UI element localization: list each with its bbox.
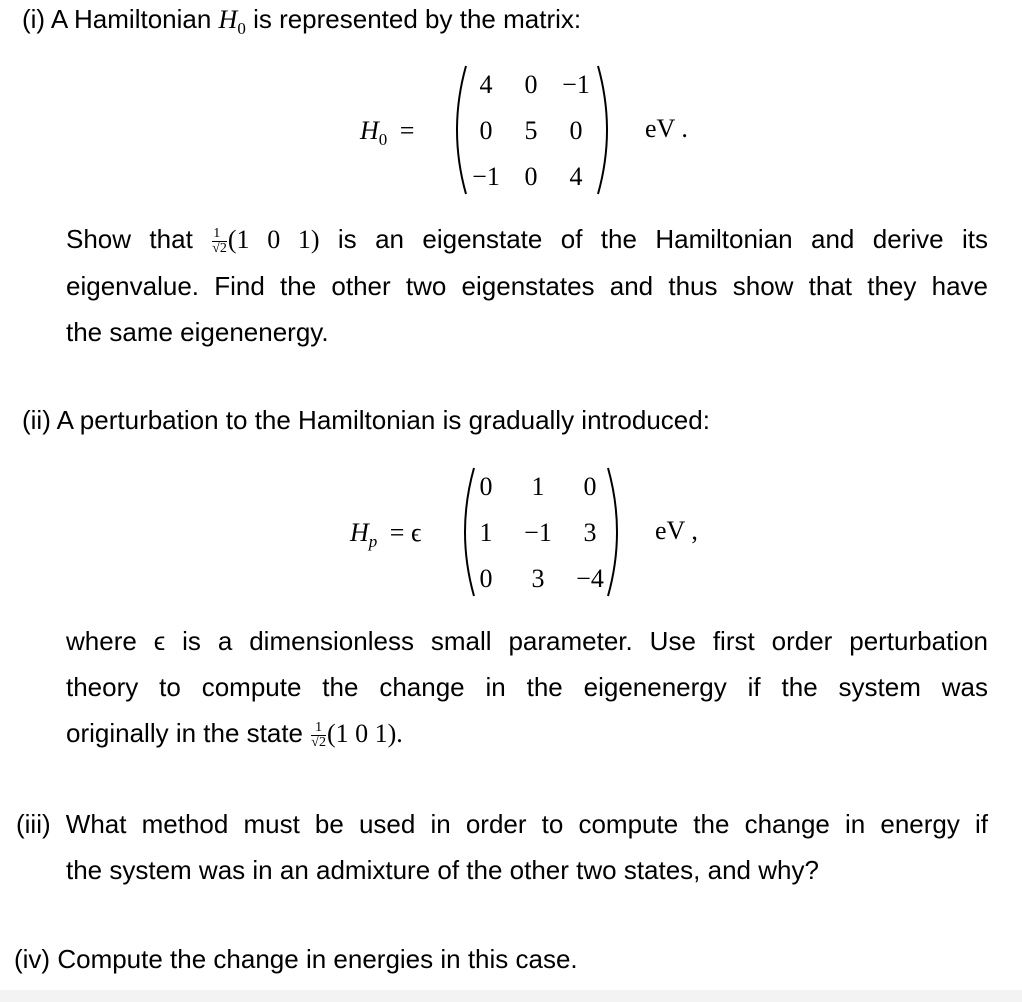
- bottom-strip: [0, 990, 1022, 1002]
- matrix-cell: 0: [583, 472, 597, 501]
- part-iii-line-1: (iii) What method must be used in order to compute the change in energy if: [16, 809, 988, 839]
- matrix-cell: 0: [524, 162, 538, 191]
- part-ii-line-1: where ϵ is a dimensionless small parameter. Use first order perturbation: [66, 626, 988, 656]
- matrix-cell: 1: [479, 518, 493, 547]
- part-i-intro-tail: is represented by the matrix:: [253, 4, 582, 34]
- part-i-body: [66, 216, 988, 355]
- matrix-cell: 0: [479, 116, 493, 145]
- part-iv: [14, 944, 578, 974]
- part-ii-line-3: originally in the state $\frac{1}{√2}$ (1 0 1).: [66, 718, 403, 750]
- h0-symbol: $H_0$: [218, 5, 246, 39]
- matrix-cell: −1: [562, 70, 590, 99]
- matrix-hp-unit: eV ,: [655, 516, 698, 545]
- matrix-cell: 0: [569, 116, 583, 145]
- matrix-cell: 0: [524, 70, 538, 99]
- part-ii-body: [66, 618, 988, 757]
- part-ii-intro: A perturbation to the Hamiltonian is gradually introduced:: [56, 405, 710, 435]
- part-i-intro: A Hamiltonian: [50, 4, 212, 34]
- part-iii: [16, 801, 988, 893]
- matrix-hp-lhs: $H_p = \epsilon$: [350, 518, 422, 552]
- fraction-one-over-root-two: $\frac{1}{√2}$: [212, 225, 227, 256]
- part-ii-line-2: theory to compute the change in the eigenenergy if the system was: [66, 672, 988, 702]
- matrix-h0-unit: eV .: [645, 114, 688, 143]
- right-paren-icon: [604, 466, 630, 598]
- part-i-line-3: the same eigenenergy.: [66, 317, 329, 347]
- part-ii-heading: [22, 405, 710, 435]
- part-iv-label: (iv): [14, 944, 51, 974]
- matrix-h0-lhs: $H_0$ =: [360, 116, 415, 150]
- part-i-line-2: eigenvalue. Find the other two eigenstates and thus show that they have: [66, 271, 988, 301]
- matrix-cell: 3: [583, 518, 597, 547]
- matrix-cell: 5: [524, 116, 538, 145]
- right-paren-icon: [594, 64, 620, 196]
- matrix-cell: 4: [569, 162, 583, 191]
- matrix-cell: 0: [479, 564, 493, 593]
- matrix-cell: −1: [472, 162, 500, 191]
- part-i-label: (i): [22, 4, 46, 34]
- matrix-cell: 0: [479, 472, 493, 501]
- part-i-heading: [22, 4, 581, 44]
- part-ii-label: (ii): [22, 405, 51, 435]
- matrix-cell: −1: [524, 518, 552, 547]
- part-iii-label: (iii): [16, 809, 51, 839]
- matrix-cell: 4: [479, 70, 493, 99]
- matrix-cell: 3: [531, 564, 545, 593]
- part-i-line-1: Show that $\frac{1}{√2}$ (1 0 1) is an eigenstate of the Hamiltonian and derive its: [66, 224, 988, 256]
- fraction-one-over-root-two: $\frac{1}{√2}$: [311, 719, 326, 750]
- matrix-cell: 1: [531, 472, 545, 501]
- part-iii-line-2: the system was in an admixture of the other two states, and why?: [66, 855, 819, 885]
- matrix-cell: −4: [576, 564, 604, 593]
- part-iv-text: Compute the change in energies in this case.: [57, 944, 578, 974]
